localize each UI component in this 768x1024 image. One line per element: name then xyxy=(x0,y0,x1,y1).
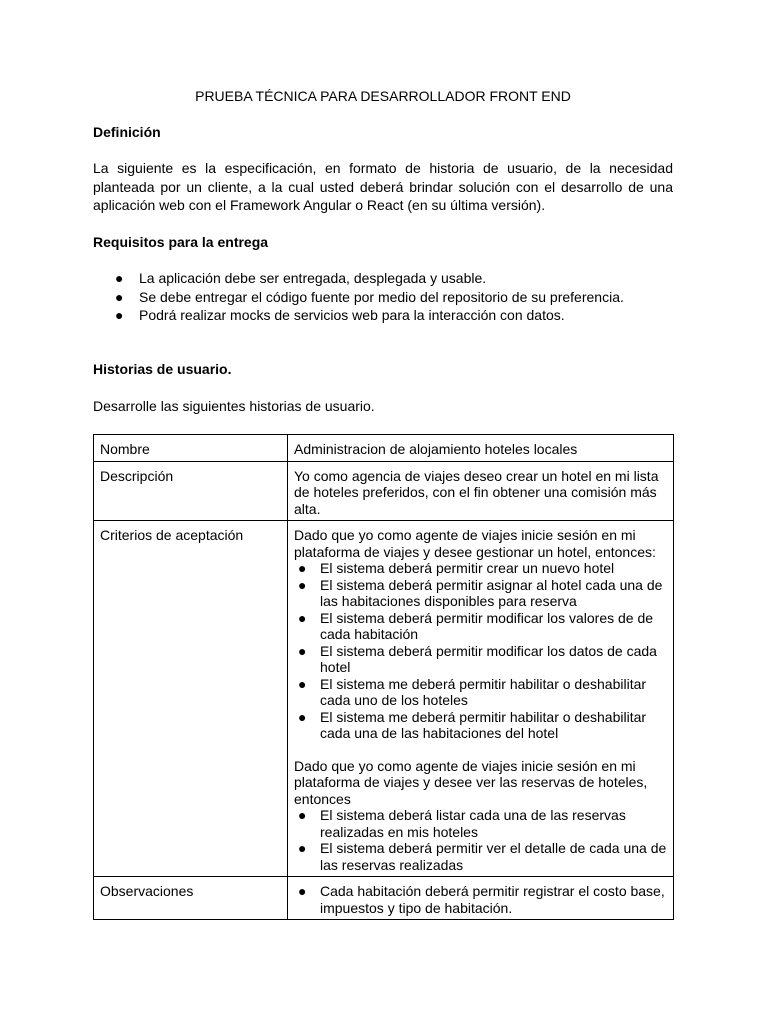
list-item: ● El sistema deberá permitir modificar los datos de cada hotel xyxy=(298,642,657,675)
bullet-icon: ● xyxy=(298,807,307,823)
list-item: ● El sistema deberá permitir asignar al hotel cada una de las habitaciones disponibles para reserva xyxy=(298,576,663,609)
bullet-icon: ● xyxy=(115,270,124,286)
list-item: ● El sistema deberá listar cada una de las reservas realizadas en mis hoteles xyxy=(298,807,626,840)
stories-heading: Historias de usuario. xyxy=(93,361,232,377)
criteria-intro-2: Dado que yo como agente de viajes inicie sesión en mi plataforma de viajes y desee ver las reservas de hoteles, entonces xyxy=(294,757,648,807)
stories-intro: Desarrolle las siguientes historias de usuario. xyxy=(93,398,375,414)
table-cell-label: Descripción xyxy=(94,461,288,521)
table-cell-label: Observaciones xyxy=(94,877,288,920)
requirements-list xyxy=(93,269,673,325)
bullet-icon: ● xyxy=(298,609,307,626)
table-cell-value: Administracion de alojamiento hoteles locales xyxy=(288,435,674,462)
table-row xyxy=(94,435,674,462)
table-row xyxy=(94,877,674,920)
bullet-icon: ● xyxy=(298,883,307,899)
table-row xyxy=(94,461,674,521)
list-item: ● Cada habitación deberá permitir registrar el costo base, impuestos y tipo de habitación. xyxy=(298,883,665,916)
bullet-icon: ● xyxy=(115,307,124,323)
list-item: ● El sistema deberá permitir modificar los valores de de cada habitación xyxy=(298,609,654,642)
list-item: ● El sistema deberá permitir ver el detalle de cada una de las reservas realizadas xyxy=(298,840,667,873)
table-cell-label: Criterios de aceptación xyxy=(94,521,288,877)
definition-paragraph: La siguiente es la especificación, en formato de historia de usuario, de la necesidad planteada por un cliente, a la cual usted deberá brindar solución con el desarrollo de una aplicación web con el Framework Angular o React (en su última versión). xyxy=(93,160,673,213)
criteria-intro-1: Dado que yo como agente de viajes inicie sesión en mi plataforma de viajes y desee gestionar un hotel, entonces: xyxy=(294,527,656,560)
list-item: ● El sistema me deberá permitir habilitar o deshabilitar cada una de las habitaciones del hotel xyxy=(298,708,647,741)
spacer xyxy=(294,742,667,758)
user-story-table xyxy=(93,434,674,920)
table-cell-label: Nombre xyxy=(94,435,288,462)
document-title: PRUEBA TÉCNICA PARA DESARROLLADOR FRONT END xyxy=(195,88,571,104)
list-item: ● El sistema me deberá permitir habilitar o deshabilitar cada uno de los hoteles xyxy=(298,675,647,708)
table-cell-value xyxy=(288,877,674,920)
criteria-list-1 xyxy=(294,560,667,742)
list-item: ● La aplicación debe ser entregada, desplegada y usable. xyxy=(115,270,487,286)
table-cell-value: Yo como agencia de viajes deseo crear un hotel en mi lista de hoteles preferidos, con el fin obtener una comisión más alta. xyxy=(288,461,674,521)
bullet-icon: ● xyxy=(298,642,307,659)
bullet-icon: ● xyxy=(298,675,307,692)
list-item: ● Se debe entregar el código fuente por medio del repositorio de su preferencia. xyxy=(115,288,624,305)
list-item: ● Podrá realizar mocks de servicios web para la interacción con datos. xyxy=(115,307,565,323)
bullet-icon: ● xyxy=(298,560,307,576)
bullet-icon: ● xyxy=(115,288,124,305)
observations-list xyxy=(294,883,667,916)
bullet-icon: ● xyxy=(298,576,307,593)
bullet-icon: ● xyxy=(298,840,307,856)
criteria-list-2 xyxy=(294,807,667,873)
bullet-icon: ● xyxy=(298,708,307,725)
table-cell-value xyxy=(288,521,674,877)
list-item: ● El sistema deberá permitir crear un nuevo hotel xyxy=(298,560,615,576)
table-row xyxy=(94,521,674,877)
definition-heading: Definición xyxy=(93,124,161,140)
requirements-heading: Requisitos para la entrega xyxy=(93,234,269,250)
